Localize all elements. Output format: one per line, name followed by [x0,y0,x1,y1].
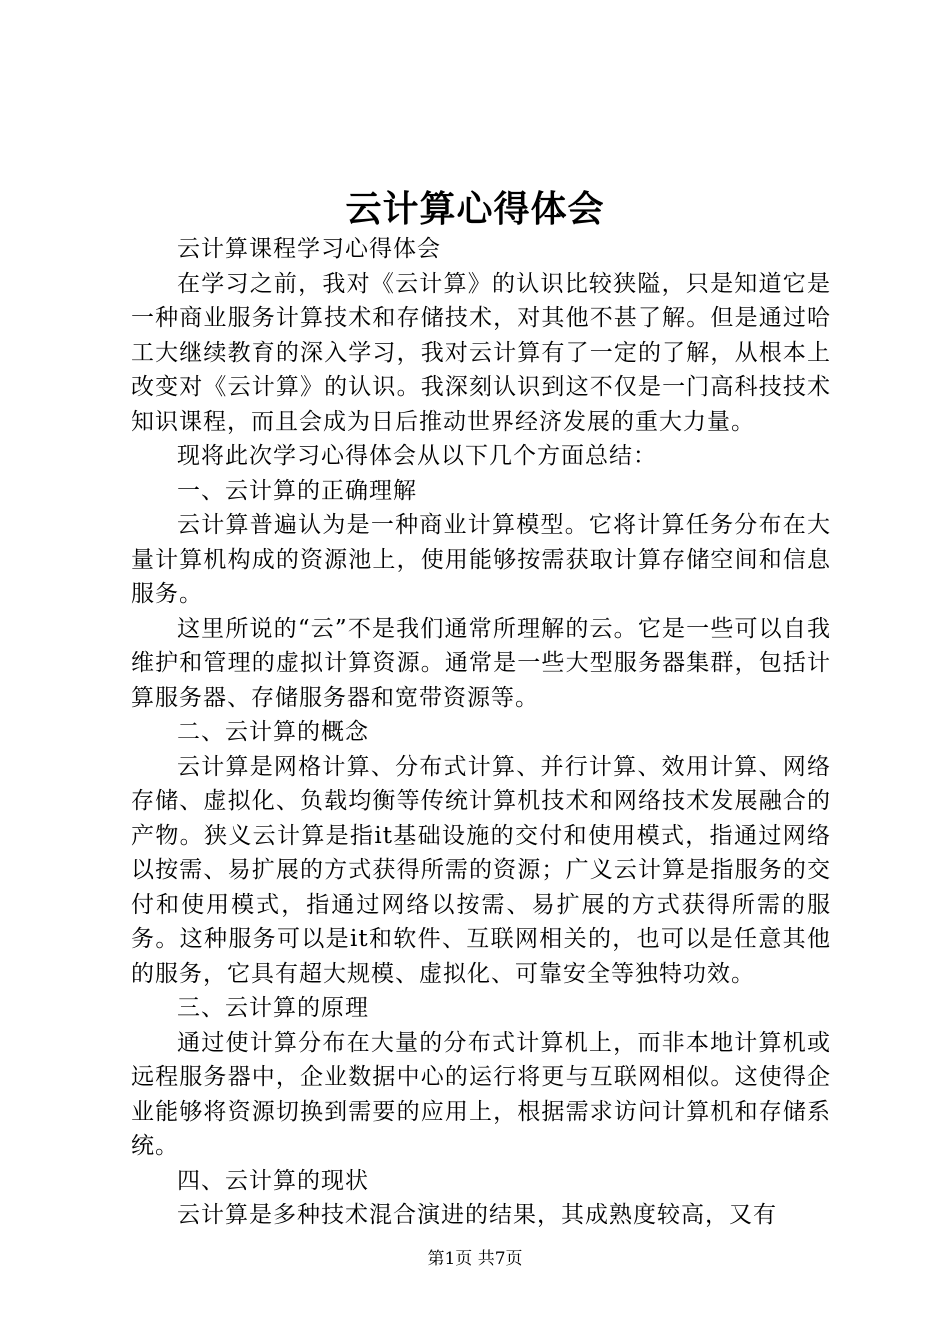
paragraph-section-4: 云计算是多种技术混合演进的结果，其成熟度较高，又有 [177,1202,777,1228]
section-heading-3: 三、云计算的原理 [177,995,369,1021]
paragraph-section-3: 通过使计算分布在大量的分布式计算机上，而非本地计算机或远程服务器中，企业数据中心的运行将更与互联网相似。这使得企业能够将资源切换到需要的应用上，根据需求访问计算机和存储系统。 [131,1029,831,1159]
document-body [131,232,831,1233]
paragraph-section-2: 云计算是网格计算、分布式计算、并行计算、效用计算、网络存储、虚拟化、负载均衡等传统计算机技术和网络技术发展融合的产物。狭义云计算是指it基础设施的交付和使用模式，指通过网络以按需、易扩展的方式获得所需的资源；广义云计算是指服务的交付和使用模式，指通过网络以按需、易扩展的方式获得所需的服务。这种服务可以是it和软件、互联网相关的，也可以是任意其他的服务，它具有超大规模、虚拟化、可靠安全等独特功效。 [131,753,831,987]
paragraph-subtitle: 云计算课程学习心得体会 [177,236,441,262]
paragraph-intro: 在学习之前，我对《云计算》的认识比较狭隘，只是知道它是一种商业服务计算技术和存储技术，对其他不甚了解。但是通过哈工大继续教育的深入学习，我对云计算有了一定的了解，从根本上改变对《云计算》的认识。我深刻认识到这不仅是一门高科技技术知识课程，而且会成为日后推动世界经济发展的重大力量。 [131,270,831,435]
paragraph-section-1b: 这里所说的“云”不是我们通常所理解的云。它是一些可以自我维护和管理的虚拟计算资源。通常是一些大型服务器集群，包括计算服务器、存储服务器和宽带资源等。 [131,615,831,711]
page-number-footer: 第1页 共7页 [427,1249,523,1269]
paragraph-summary-lead: 现将此次学习心得体会从以下几个方面总结： [177,443,657,469]
document-title: 云计算心得体会 [345,188,605,230]
paragraph-section-1a: 云计算普遍认为是一种商业计算模型。它将计算任务分布在大量计算机构成的资源池上，使用能够按需获取计算存储空间和信息服务。 [131,512,831,607]
section-heading-2: 二、云计算的概念 [177,719,369,745]
section-heading-4: 四、云计算的现状 [177,1167,369,1194]
section-heading-1: 一、云计算的正确理解 [177,477,417,504]
